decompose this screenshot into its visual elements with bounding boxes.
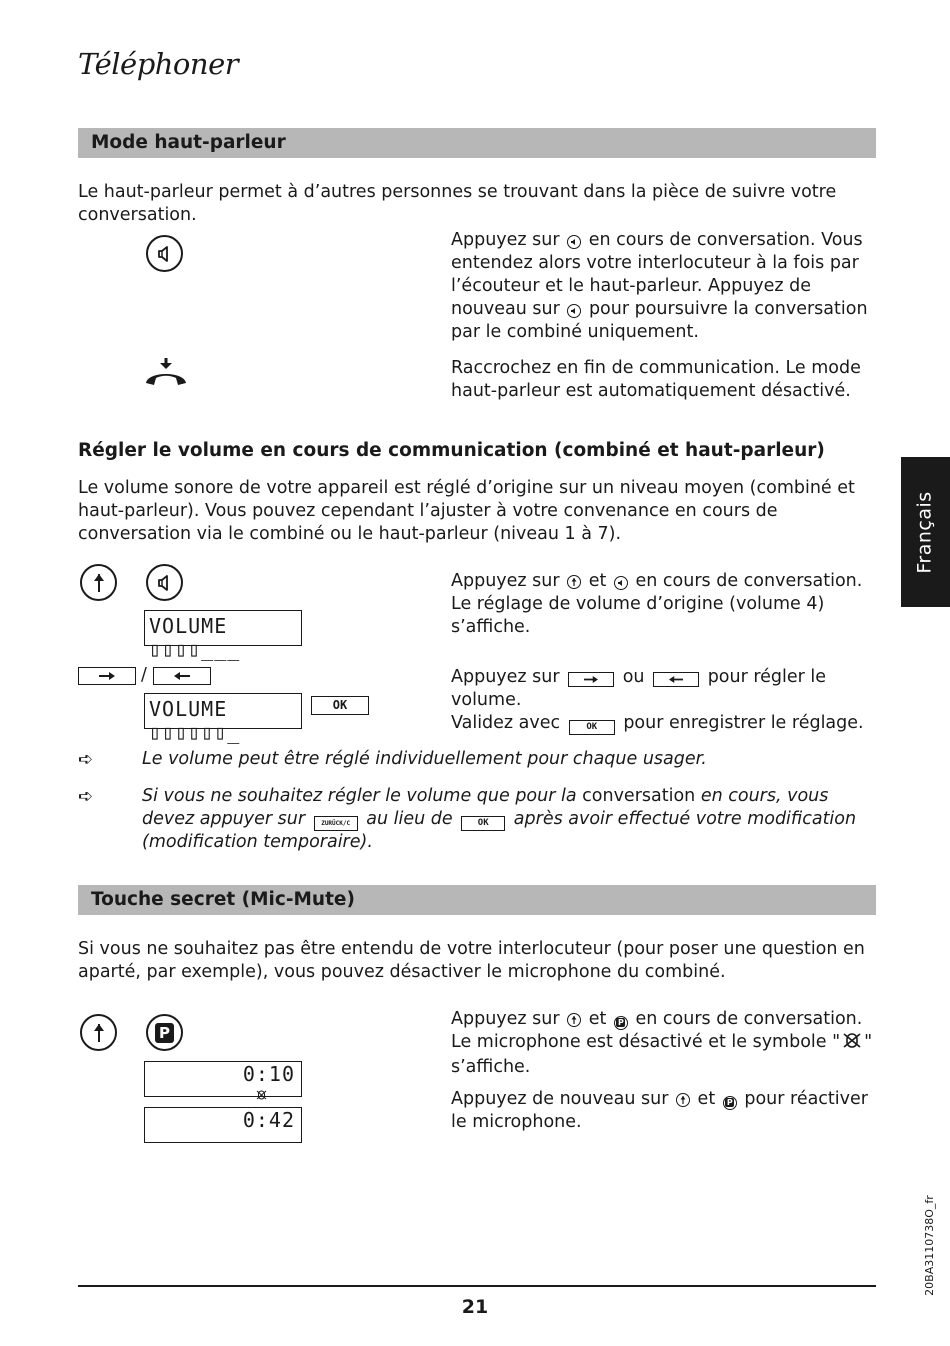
document-code: 20BA3110738O_fr bbox=[922, 1194, 936, 1296]
section-heading-mute: Touche secret (Mic-Mute) bbox=[78, 885, 876, 915]
mute-symbol-icon bbox=[842, 1032, 862, 1056]
page-number: 21 bbox=[461, 1296, 489, 1318]
mute-symbol-icon bbox=[256, 1082, 267, 1105]
chapter-title: Téléphoner bbox=[78, 47, 239, 81]
p-key-icon: P bbox=[146, 1014, 183, 1051]
speaker-key-icon bbox=[146, 235, 183, 272]
volume-step-2: Appuyez sur ou pour régler le volume. Validez avec OK pour enregistrer le réglage. bbox=[451, 667, 864, 733]
speaker-mini-icon bbox=[567, 304, 581, 318]
right-arrow-key bbox=[78, 667, 136, 685]
volume-note-2: Si vous ne souhaitez régler le volume que pour la conversation en cours, vous devez appuyer sur ZURÜCK/C au lieu de OK après avoir effectué votre modification (modification temporaire). bbox=[142, 786, 857, 852]
up-mini-icon bbox=[567, 575, 581, 589]
speaker-mini-icon bbox=[614, 576, 628, 590]
speaker-step-2: Raccrochez en fin de communication. Le mode haut-parleur est automatiquement désactivé. bbox=[451, 358, 861, 401]
hang-up-icon bbox=[144, 357, 190, 396]
section-heading-speaker: Mode haut-parleur bbox=[78, 128, 876, 158]
ok-inline-key: OK bbox=[569, 720, 615, 735]
note-arrow-icon: ➪ bbox=[78, 786, 94, 807]
up-key-icon bbox=[80, 1014, 117, 1051]
zurueck-inline-key: ZURÜCK/C bbox=[314, 816, 358, 831]
ok-key: OK bbox=[311, 696, 369, 715]
language-tab bbox=[901, 457, 950, 607]
up-mini-icon bbox=[567, 1013, 581, 1027]
p-mini-icon: P bbox=[614, 1016, 628, 1030]
up-mini-icon bbox=[676, 1093, 690, 1107]
volume-heading: Régler le volume en cours de communication (combiné et haut-parleur) bbox=[78, 440, 825, 461]
mute-display-2: 0:42 bbox=[144, 1107, 302, 1143]
right-arrow-inline-key bbox=[568, 672, 614, 687]
slash-separator: / bbox=[141, 665, 147, 685]
mute-step-1: Appuyez sur et P en cours de conversation. Le microphone est désactivé et le symbole " " s’affiche. bbox=[451, 1009, 873, 1077]
volume-step-1: Appuyez sur et en cours de conversation. Le réglage de volume d’origine (volume 4) s’affiche. bbox=[451, 571, 863, 637]
p-mini-icon: P bbox=[723, 1096, 737, 1110]
mute-intro: Si vous ne souhaitez pas être entendu de votre interlocuteur (pour poser une question en aparté, par exemple), vous pouvez désactiver le microphone du combiné. bbox=[78, 939, 865, 982]
speaker-step-1: Appuyez sur en cours de conversation. Vous entendez alors votre interlocuteur à la fois par l’écouteur et le haut-parleur. Appuyez de nouveau sur pour poursuivre la conversation par le combiné uniquement. bbox=[451, 230, 868, 342]
up-key-icon bbox=[80, 564, 117, 601]
left-arrow-key bbox=[153, 667, 211, 685]
footer-rule bbox=[78, 1285, 876, 1287]
mute-display-1: 0:10 bbox=[144, 1061, 302, 1097]
volume-note-1: Le volume peut être réglé individuellement pour chaque usager. bbox=[142, 749, 707, 769]
language-tab-label: Français bbox=[914, 490, 936, 574]
ok-inline-key: OK bbox=[461, 816, 505, 831]
volume-display-1: VOLUME ▯▯▯▯___ bbox=[144, 610, 302, 646]
speaker-intro: Le haut-parleur permet à d’autres personnes se trouvant dans la pièce de suivre votre conversation. bbox=[78, 182, 837, 225]
note-arrow-icon: ➪ bbox=[78, 749, 94, 770]
volume-intro: Le volume sonore de votre appareil est réglé d’origine sur un niveau moyen (combiné et haut-parleur). Vous pouvez cependant l’ajuster à votre convenance en cours de conversation via le combiné ou le haut-parleur (niveau 1 à 7). bbox=[78, 478, 855, 544]
volume-display-2: VOLUME ▯▯▯▯▯▯_ bbox=[144, 693, 302, 729]
speaker-key-icon bbox=[146, 564, 183, 601]
mute-step-2: Appuyez de nouveau sur et P pour réactiver le microphone. bbox=[451, 1089, 868, 1132]
speaker-mini-icon bbox=[567, 235, 581, 249]
left-arrow-inline-key bbox=[653, 672, 699, 687]
